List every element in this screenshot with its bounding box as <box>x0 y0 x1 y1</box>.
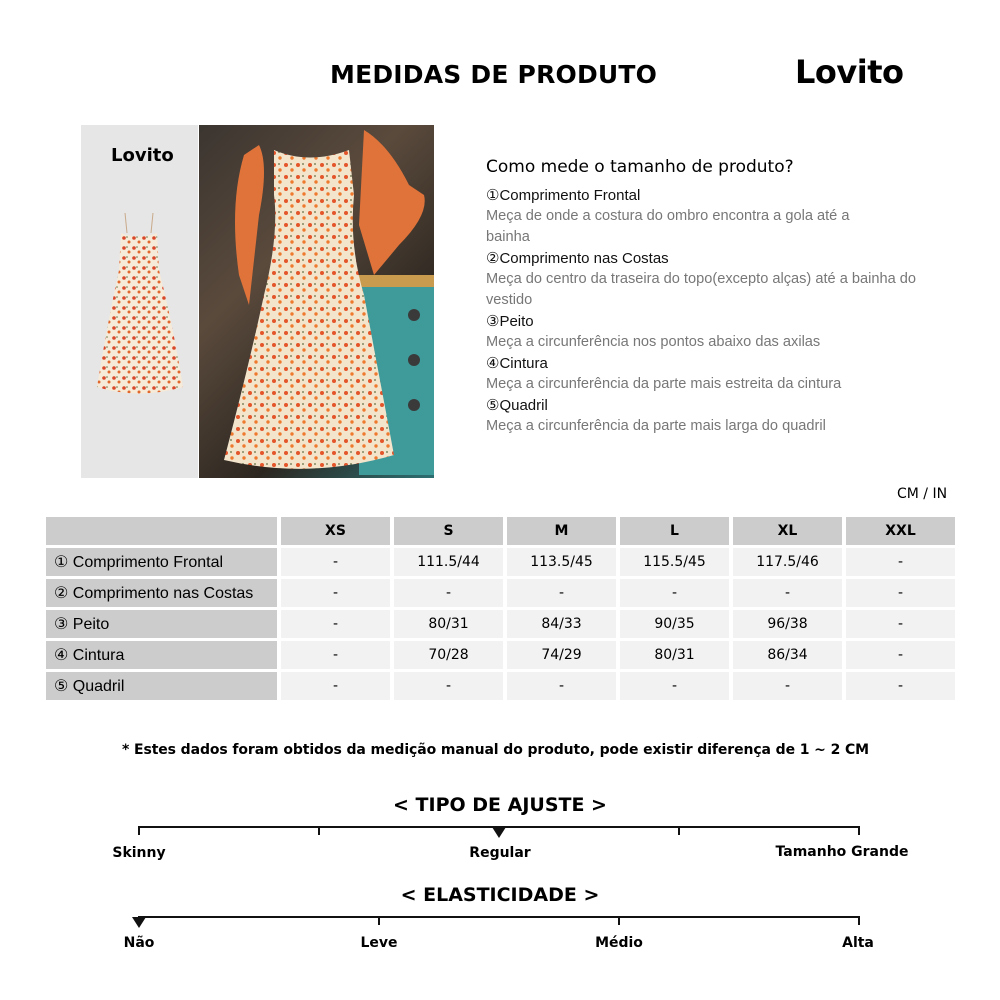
elasticity-label-high: Alta <box>842 935 874 951</box>
elasticity-scale-line <box>138 916 860 918</box>
measurement-value: - <box>394 579 503 607</box>
table-row <box>46 641 955 669</box>
image-brand-logo: Lovito <box>111 145 174 166</box>
fit-label-regular: Regular <box>469 845 531 861</box>
measurement-value: - <box>620 672 729 700</box>
guide-item-title: ③Peito <box>486 313 534 330</box>
elasticity-scale-tick <box>378 916 380 925</box>
measurement-label: ③ Peito <box>46 610 277 638</box>
measurement-value: - <box>281 548 390 576</box>
measurement-value: - <box>846 672 955 700</box>
table-corner-cell <box>46 517 277 545</box>
guide-item-title: ①Comprimento Frontal <box>486 187 641 204</box>
measurement-value: 74/29 <box>507 641 616 669</box>
measurement-note: * Estes dados foram obtidos da medição manual do produto, pode existir diferença de 1 ~ 2 CM <box>122 742 870 758</box>
measurement-value: - <box>846 610 955 638</box>
measurement-value: - <box>281 610 390 638</box>
guide-question: Como mede o tamanho de produto? <box>486 157 794 177</box>
size-header: M <box>507 517 616 545</box>
measurement-value: - <box>281 579 390 607</box>
elasticity-selected-marker-icon <box>132 917 146 928</box>
elasticity-label-light: Leve <box>360 935 398 951</box>
guide-item-desc: Meça a circunferência da parte mais estreita da cintura <box>486 376 842 392</box>
model-illustration <box>199 125 434 478</box>
unit-label: CM / IN <box>897 486 948 502</box>
measurement-value: 117.5/46 <box>733 548 842 576</box>
fit-selected-marker-icon <box>492 827 506 838</box>
measurement-value: - <box>507 672 616 700</box>
guide-item-title: ⑤Quadril <box>486 397 548 414</box>
measurement-value: 80/31 <box>620 641 729 669</box>
measurement-value: - <box>620 579 729 607</box>
fit-scale-tick <box>318 826 320 835</box>
measurement-value: - <box>394 672 503 700</box>
measurement-value: 115.5/45 <box>620 548 729 576</box>
elasticity-label-none: Não <box>123 935 155 951</box>
brand-logo: Lovito <box>795 53 904 91</box>
size-header: XL <box>733 517 842 545</box>
guide-item-desc: Meça a circunferência nos pontos abaixo das axilas <box>486 334 821 350</box>
table-row <box>46 610 955 638</box>
guide-item-title: ②Comprimento nas Costas <box>486 250 669 267</box>
measurement-value: 111.5/44 <box>394 548 503 576</box>
guide-item <box>486 353 926 395</box>
elasticity-scale-tick <box>858 916 860 925</box>
measurement-label: ② Comprimento nas Costas <box>46 579 277 607</box>
measurement-guide <box>486 157 926 437</box>
guide-item-desc: Meça a circunferência da parte mais larga do quadril <box>486 418 826 434</box>
fit-type-title: < TIPO DE AJUSTE > <box>393 794 607 816</box>
measurement-value: - <box>846 641 955 669</box>
size-header: XS <box>281 517 390 545</box>
measurement-value: - <box>281 641 390 669</box>
measurement-value: - <box>281 672 390 700</box>
measurement-value: 86/34 <box>733 641 842 669</box>
measurement-value: - <box>507 579 616 607</box>
fit-label-skinny: Skinny <box>112 845 166 861</box>
product-model-image <box>199 125 434 478</box>
measurement-value: - <box>846 548 955 576</box>
measurement-value: 113.5/45 <box>507 548 616 576</box>
measurement-value: - <box>733 672 842 700</box>
measurement-value: 90/35 <box>620 610 729 638</box>
elasticity-scale-tick <box>618 916 620 925</box>
guide-item-desc: Meça do centro da traseira do topo(excepto alças) até a bainha do vestido <box>486 271 916 308</box>
fit-label-plus-size: Tamanho Grande <box>775 844 909 860</box>
guide-item <box>486 248 926 311</box>
measurement-value: - <box>733 579 842 607</box>
fit-scale-tick <box>138 826 140 835</box>
guide-item-title: ④Cintura <box>486 355 548 372</box>
measurement-value: 96/38 <box>733 610 842 638</box>
table-header-row <box>46 517 955 545</box>
elasticity-label-medium: Médio <box>595 935 643 951</box>
size-header: L <box>620 517 729 545</box>
product-flat-image <box>81 125 198 478</box>
table-row <box>46 548 955 576</box>
page-title: MEDIDAS DE PRODUTO <box>330 60 658 89</box>
guide-item <box>486 185 926 248</box>
guide-item-desc: Meça de onde a costura do ombro encontra a gola até a bainha <box>486 208 850 245</box>
fit-scale-tick <box>858 826 860 835</box>
measurement-value: 84/33 <box>507 610 616 638</box>
measurement-label: ④ Cintura <box>46 641 277 669</box>
guide-item <box>486 395 926 437</box>
size-chart-table <box>42 514 959 703</box>
size-header: S <box>394 517 503 545</box>
measurement-value: 70/28 <box>394 641 503 669</box>
size-header: XXL <box>846 517 955 545</box>
table-row <box>46 672 955 700</box>
dress-illustration <box>81 125 198 478</box>
measurement-value: 80/31 <box>394 610 503 638</box>
measurement-value: - <box>846 579 955 607</box>
guide-item <box>486 311 926 353</box>
measurement-label: ⑤ Quadril <box>46 672 277 700</box>
table-row <box>46 579 955 607</box>
fit-scale-tick <box>678 826 680 835</box>
measurement-label: ① Comprimento Frontal <box>46 548 277 576</box>
elasticity-title: < ELASTICIDADE > <box>400 884 600 906</box>
